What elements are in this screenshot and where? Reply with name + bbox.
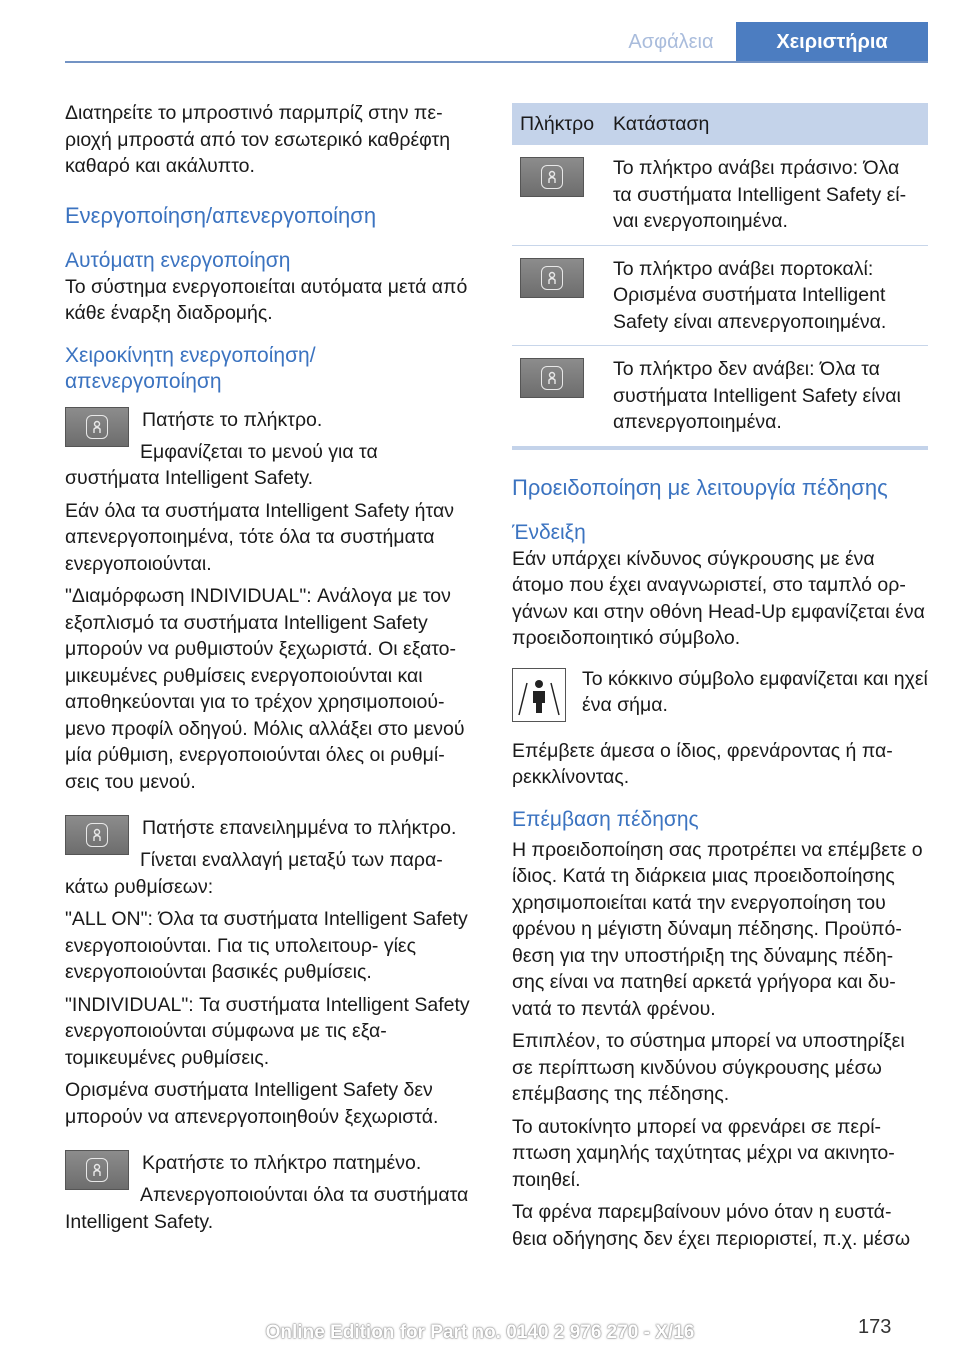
brake-text-4: Τα φρένα παρεμβαίνουν μόνο όταν η ευστά‐ θεια οδήγησης δεν έχει περιοριστεί, π.χ. μέσω — [512, 1201, 911, 1250]
button-green-icon — [520, 157, 584, 197]
intro-paragraph: Διατηρείτε το μπροστινό παρμπρίζ στην πε‐ ριοχή μπροστά από τον εσωτερικό καθρέφτη καθαρό και ακάλυπτο. — [65, 102, 451, 177]
right-column — [512, 103, 928, 1252]
btn2-line1: Πατήστε επανειλημμένα το πλήκτρο. — [142, 817, 457, 839]
intelligent-safety-button-icon — [65, 815, 129, 855]
indication-text: Εάν υπάρχει κίνδυνος σύγκρουσης με ένα άτομο που έχει αναγνωριστεί, στο ταμπλό ορ‐ γάνων και στην οθόνη Head-Up εμφανίζεται ένα προειδοποιητικό σύμβολο. — [512, 547, 925, 649]
status-off-text: Το πλήκτρο δεν ανάβει: Όλα τα συστήματα Intelligent Safety είναι απενεργοποιημένα. — [613, 358, 901, 433]
btn2-line2: Γίνεται εναλλαγή μεταξύ των παρα‐ κάτω ρυθμίσεων: — [65, 849, 443, 898]
button-off-icon — [520, 358, 584, 398]
pedestrian-warning-icon — [512, 668, 566, 722]
header-rule — [65, 61, 928, 63]
brake-text-2: Επιπλέον, το σύστημα μπορεί να υποστηρίξει σε περίπτωση κινδύνου σύγκρουσης μέσω επέμβασης της πέδησης. — [512, 1030, 905, 1105]
heading-brake-intervention: Επέμβαση πέδησης — [512, 807, 699, 831]
all-disabled-text: Εάν όλα τα συστήματα Intelligent Safety ήταν απενεργοποιημένα, τότε όλα τα συστήματα ενεργοποιούνται. — [65, 499, 454, 575]
button-status-table — [512, 103, 928, 446]
heading-manual-activation: Χειροκίνητη ενεργοποίηση/ απενεργοποίηση — [65, 343, 316, 393]
pedestrian-warning-row — [512, 666, 928, 722]
heading-indication: Ένδειξη — [512, 520, 586, 544]
footer-edition — [0, 1322, 960, 1344]
intelligent-safety-button-icon — [65, 1150, 129, 1190]
intervene-text: Επέμβετε άμεσα ο ίδιος, φρενάροντας ή πα‐ ρεκκλίνοντας. — [512, 739, 893, 788]
page-number: 173 — [858, 1316, 892, 1338]
heading-warning-braking: Προειδοποίηση με λειτουργία πέδησης — [512, 474, 888, 500]
left-column — [65, 100, 475, 1235]
heading-auto-activation: Αυτόματη ενεργοποίηση — [65, 248, 291, 272]
header-chapter-tab[interactable]: Χειριστήρια — [736, 22, 928, 63]
table-header-button: Πλήκτρο — [512, 103, 605, 145]
brake-text-3: Το αυτοκίνητο μπορεί να φρενάρει σε περί‐ πτωση χαμηλής ταχύτητας μέχρι να ακινητο‐ ποιηθεί. — [512, 1115, 895, 1191]
status-green-text: Το πλήκτρο ανάβει πράσινο: Όλα τα συστήματα Intelligent Safety εί‐ ναι ενεργοποιημένα. — [605, 145, 928, 245]
all-on-text: "ALL ON": Όλα τα συστήματα Intelligent Safety ενεργοποιούνται. Για τις υπολειτουρ‐ γίες ενεργοποιούνται βασικές ρυθμίσεις. — [65, 908, 468, 983]
footer-edition-text: Online Edition for Part no. 0140 2 976 270 - X/16 — [265, 1322, 695, 1343]
btn1-line2: Εμφανίζεται το μενού για τα συστήματα Intelligent Safety. — [65, 440, 378, 489]
table-header-status: Κατάσταση — [605, 103, 928, 145]
header-section-tab[interactable]: Ασφάλεια — [628, 30, 714, 53]
btn3-line1: Κρατήστε το πλήκτρο πατημένο. — [142, 1152, 422, 1174]
button-orange-icon — [520, 258, 584, 298]
individual-config-text: "Διαμόρφωση INDIVIDUAL": Ανάλογα με τον εξοπλισμό τα συστήματα Intelligent Safety μπορούν να ρυθμιστούν ξεχωριστά. Οι εξατο‐ μικευμένες ρυθμίσεις ενεργοποιούνται και αποθηκεύονται για το τρέχον χρησιμοποιού‐ μενο προφίλ οδηγού. Μόλις αλλάξει στο μενού μία ρύθμιση, ενεργοποιούνται όλες οι ρυθμί‐ σεις του μενού. — [65, 585, 465, 793]
heading-activation: Ενεργοποίηση/απενεργοποίηση — [65, 202, 377, 228]
status-orange-text: Το πλήκτρο ανάβει πορτοκαλί: Ορισμένα συστήματα Intelligent Safety είναι απενεργοποιημένα. — [605, 245, 928, 346]
btn3-line2: Απενεργοποιούνται όλα τα συστήματα Intelligent Safety. — [65, 1184, 469, 1233]
brake-text-1: Η προειδοποίηση σας προτρέπει να επέμβετε ο ίδιος. Κατά τη διάρκεια μιας προειδοποίησης χρησιμοποιείται κατά την ενεργοποίηση του φρένου η μέγιστη δύναμη πέδησης. Προϋπό‐ θεση για την υποστήριξη της δύναμης πέδη‐ σης είναι να πατηθεί αρκετά γρήγορα και δυ‐ νατά το πεντάλ φρένου. — [512, 838, 923, 1020]
intelligent-safety-button-icon — [65, 407, 129, 447]
table-bottom-rule — [512, 446, 928, 450]
pedestrian-symbol-text: Το κόκκινο σύμβολο εμφανίζεται και ηχεί ένα σήμα. — [582, 667, 928, 716]
table-row — [512, 245, 928, 346]
btn1-line1: Πατήστε το πλήκτρο. — [142, 408, 323, 431]
table-row — [512, 346, 928, 446]
table-row — [512, 145, 928, 245]
individual-text: "INDIVIDUAL": Τα συστήματα Intelligent Safety ενεργοποιούνται σύμφωνα με τις εξα‐ τομικευμένες ρυθμίσεις. — [65, 993, 470, 1069]
some-systems-text: Ορισμένα συστήματα Intelligent Safety δεν μπορούν να απενεργοποιηθούν ξεχωριστά. — [65, 1079, 439, 1128]
auto-activation-text: Το σύστημα ενεργοποιείται αυτόματα μετά από κάθε έναρξη διαδρομής. — [65, 275, 468, 324]
